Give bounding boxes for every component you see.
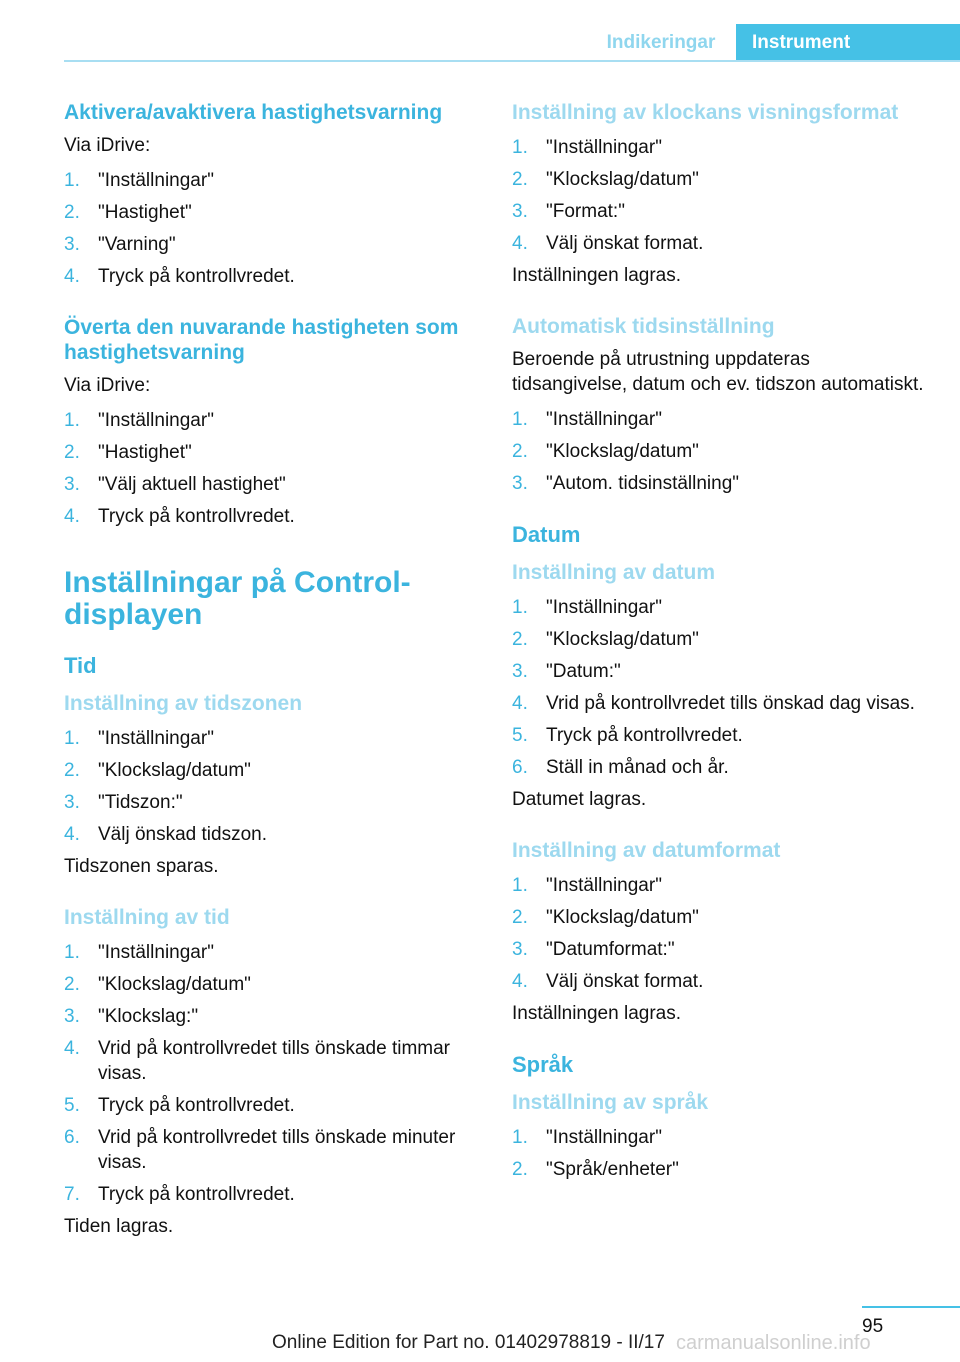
page-number: 95 bbox=[862, 1316, 884, 1337]
procedure-result: Inställningen lagras. bbox=[512, 1003, 681, 1024]
step-text: "Inställningar" bbox=[98, 170, 214, 191]
step-number: 3. bbox=[64, 474, 80, 495]
step-item bbox=[64, 972, 482, 997]
step-number: 1. bbox=[512, 875, 528, 896]
step-number: 3. bbox=[512, 473, 528, 494]
step-number: 3. bbox=[64, 792, 80, 813]
step-item bbox=[512, 439, 930, 464]
step-text: Tryck på kontrollvredet. bbox=[98, 1095, 295, 1116]
step-item bbox=[64, 504, 482, 529]
step-item bbox=[64, 1004, 482, 1029]
time-procedures bbox=[64, 691, 482, 1239]
step-item bbox=[512, 231, 930, 256]
procedure-block bbox=[512, 100, 930, 288]
step-list bbox=[512, 595, 930, 780]
chapter-title: Inställningar på Control-displayen bbox=[64, 566, 411, 631]
step-number: 1. bbox=[64, 728, 80, 749]
procedure-title: Aktivera/avaktivera hastighetsvarning bbox=[64, 101, 443, 124]
step-text: "Inställningar" bbox=[546, 1127, 662, 1148]
step-number: 3. bbox=[64, 234, 80, 255]
procedure-title: Överta den nuvarande hastigheten som hastighetsvarning bbox=[64, 316, 459, 364]
step-list bbox=[512, 873, 930, 994]
step-text: "Klockslag/datum" bbox=[546, 907, 699, 928]
procedure-result: Tidszonen sparas. bbox=[64, 856, 219, 877]
step-item bbox=[64, 790, 482, 815]
step-text: "Inställningar" bbox=[546, 409, 662, 430]
step-text: Välj önskat format. bbox=[546, 971, 704, 992]
step-number: 3. bbox=[512, 661, 528, 682]
step-item bbox=[512, 627, 930, 652]
step-text: "Inställningar" bbox=[546, 597, 662, 618]
step-text: "Datum:" bbox=[546, 661, 621, 682]
step-text: "Inställningar" bbox=[98, 942, 214, 963]
footer-rule bbox=[862, 1306, 960, 1308]
step-number: 5. bbox=[64, 1095, 80, 1116]
step-item bbox=[64, 168, 482, 193]
step-number: 4. bbox=[64, 1038, 80, 1059]
procedure-title: Inställning av tid bbox=[64, 906, 230, 929]
procedure-result: Inställningen lagras. bbox=[512, 265, 681, 286]
procedure-block bbox=[512, 560, 930, 812]
step-number: 2. bbox=[64, 974, 80, 995]
step-item bbox=[512, 595, 930, 620]
step-text: "Hastighet" bbox=[98, 442, 192, 463]
step-list bbox=[512, 407, 930, 496]
header-rule bbox=[64, 60, 960, 62]
step-text: Vrid på kontrollvredet tills önskade minuter visas. bbox=[98, 1127, 456, 1173]
step-item bbox=[64, 726, 482, 751]
step-item bbox=[512, 659, 930, 684]
step-text: "Klockslag:" bbox=[98, 1006, 199, 1027]
step-text: "Klockslag/datum" bbox=[546, 169, 699, 190]
clock-procedures bbox=[512, 100, 930, 496]
procedure-intro: Beroende på utrustning uppdateras tidsangivelse, datum och ev. tidszon automatiskt. bbox=[512, 349, 924, 395]
step-item bbox=[512, 905, 930, 930]
step-number: 6. bbox=[64, 1127, 80, 1148]
step-text: Vrid på kontrollvredet tills önskad dag visas. bbox=[546, 693, 915, 714]
step-number: 2. bbox=[64, 442, 80, 463]
step-text: Ställ in månad och år. bbox=[546, 757, 729, 778]
step-number: 7. bbox=[64, 1184, 80, 1205]
step-item bbox=[512, 1125, 930, 1150]
step-number: 4. bbox=[64, 506, 80, 527]
step-item bbox=[64, 440, 482, 465]
step-item bbox=[512, 199, 930, 224]
step-item bbox=[512, 691, 930, 716]
step-item bbox=[64, 1125, 482, 1175]
step-number: 2. bbox=[512, 169, 528, 190]
step-item bbox=[64, 200, 482, 225]
step-number: 1. bbox=[64, 942, 80, 963]
step-text: "Klockslag/datum" bbox=[546, 629, 699, 650]
step-number: 4. bbox=[64, 824, 80, 845]
step-text: "Format:" bbox=[546, 201, 625, 222]
step-text: "Klockslag/datum" bbox=[546, 441, 699, 462]
page-header bbox=[0, 0, 960, 62]
procedure-block bbox=[64, 315, 482, 529]
step-list bbox=[512, 1125, 930, 1182]
step-number: 1. bbox=[64, 170, 80, 191]
step-text: Välj önskat format. bbox=[546, 233, 704, 254]
left-procedures bbox=[64, 100, 482, 529]
step-number: 2. bbox=[512, 907, 528, 928]
step-number: 2. bbox=[512, 1159, 528, 1180]
step-text: "Hastighet" bbox=[98, 202, 192, 223]
step-item bbox=[512, 937, 930, 962]
step-list bbox=[512, 135, 930, 256]
step-text: Tryck på kontrollvredet. bbox=[98, 506, 295, 527]
left-column bbox=[64, 100, 482, 1265]
procedure-block bbox=[512, 838, 930, 1026]
step-item bbox=[512, 969, 930, 994]
procedure-result: Tiden lagras. bbox=[64, 1216, 174, 1237]
step-number: 2. bbox=[512, 441, 528, 462]
step-number: 2. bbox=[64, 760, 80, 781]
section-heading-time: Tid bbox=[64, 653, 97, 678]
procedure-title: Inställning av språk bbox=[512, 1091, 709, 1114]
step-text: "Inställningar" bbox=[546, 137, 662, 158]
step-item bbox=[64, 822, 482, 847]
step-item bbox=[64, 1036, 482, 1086]
step-number: 5. bbox=[512, 725, 528, 746]
step-item bbox=[64, 232, 482, 257]
header-chapter-tab: Instrument bbox=[736, 24, 960, 62]
step-text: "Autom. tidsinställning" bbox=[546, 473, 740, 494]
step-text: "Klockslag/datum" bbox=[98, 760, 251, 781]
step-item bbox=[64, 264, 482, 289]
step-number: 4. bbox=[512, 693, 528, 714]
step-number: 1. bbox=[512, 137, 528, 158]
step-number: 2. bbox=[512, 629, 528, 650]
section-heading-language: Språk bbox=[512, 1052, 574, 1077]
step-item bbox=[64, 940, 482, 965]
step-number: 3. bbox=[512, 201, 528, 222]
step-item bbox=[512, 471, 930, 496]
procedure-intro: Via iDrive: bbox=[64, 135, 151, 156]
step-text: "Inställningar" bbox=[546, 875, 662, 896]
step-text: "Klockslag/datum" bbox=[98, 974, 251, 995]
step-number: 4. bbox=[512, 971, 528, 992]
procedure-block bbox=[512, 1090, 930, 1182]
step-text: "Inställningar" bbox=[98, 410, 214, 431]
section-heading-date: Datum bbox=[512, 522, 581, 547]
watermark: carmanualsonline.info bbox=[676, 1332, 871, 1354]
step-number: 4. bbox=[512, 233, 528, 254]
step-text: "Språk/enheter" bbox=[546, 1159, 679, 1180]
procedure-title: Automatisk tidsinställning bbox=[512, 315, 775, 338]
step-text: "Välj aktuell hastighet" bbox=[98, 474, 286, 495]
procedure-block bbox=[512, 314, 930, 496]
step-item bbox=[512, 167, 930, 192]
step-item bbox=[64, 1093, 482, 1118]
step-number: 1. bbox=[512, 1127, 528, 1148]
step-number: 3. bbox=[512, 939, 528, 960]
procedure-title: Inställning av datumformat bbox=[512, 839, 781, 862]
step-number: 6. bbox=[512, 757, 528, 778]
procedure-block bbox=[64, 691, 482, 879]
step-text: "Varning" bbox=[98, 234, 176, 255]
step-item bbox=[512, 1157, 930, 1182]
step-list bbox=[64, 168, 482, 289]
step-number: 1. bbox=[512, 597, 528, 618]
edition-note: Online Edition for Part no. 01402978819 - II/17 bbox=[272, 1332, 665, 1353]
procedure-title: Inställning av datum bbox=[512, 561, 716, 584]
step-item bbox=[64, 472, 482, 497]
step-number: 2. bbox=[64, 202, 80, 223]
step-number: 3. bbox=[64, 1006, 80, 1027]
step-text: "Tidszon:" bbox=[98, 792, 183, 813]
procedure-block bbox=[64, 100, 482, 289]
header-section-tab: Indikeringar bbox=[606, 32, 716, 53]
step-text: Tryck på kontrollvredet. bbox=[546, 725, 743, 746]
step-item bbox=[512, 135, 930, 160]
step-list bbox=[64, 408, 482, 529]
step-list bbox=[64, 726, 482, 847]
step-text: Välj önskad tidszon. bbox=[98, 824, 267, 845]
step-list bbox=[64, 940, 482, 1207]
procedure-title: Inställning av klockans visningsformat bbox=[512, 101, 899, 124]
step-text: "Datumformat:" bbox=[546, 939, 675, 960]
step-item bbox=[64, 1182, 482, 1207]
step-number: 1. bbox=[512, 409, 528, 430]
language-procedures bbox=[512, 1090, 930, 1182]
step-item bbox=[512, 407, 930, 432]
step-text: "Inställningar" bbox=[98, 728, 214, 749]
step-number: 4. bbox=[64, 266, 80, 287]
step-text: Vrid på kontrollvredet tills önskade timmar visas. bbox=[98, 1038, 450, 1084]
step-text: Tryck på kontrollvredet. bbox=[98, 266, 295, 287]
step-item bbox=[64, 758, 482, 783]
procedure-result: Datumet lagras. bbox=[512, 789, 647, 810]
right-column bbox=[512, 100, 930, 1208]
date-procedures bbox=[512, 560, 930, 1026]
step-item bbox=[512, 873, 930, 898]
procedure-block bbox=[64, 905, 482, 1239]
step-item bbox=[512, 723, 930, 748]
step-text: Tryck på kontrollvredet. bbox=[98, 1184, 295, 1205]
step-item bbox=[512, 755, 930, 780]
procedure-intro: Via iDrive: bbox=[64, 375, 151, 396]
step-item bbox=[64, 408, 482, 433]
step-number: 1. bbox=[64, 410, 80, 431]
procedure-title: Inställning av tidszonen bbox=[64, 692, 303, 715]
